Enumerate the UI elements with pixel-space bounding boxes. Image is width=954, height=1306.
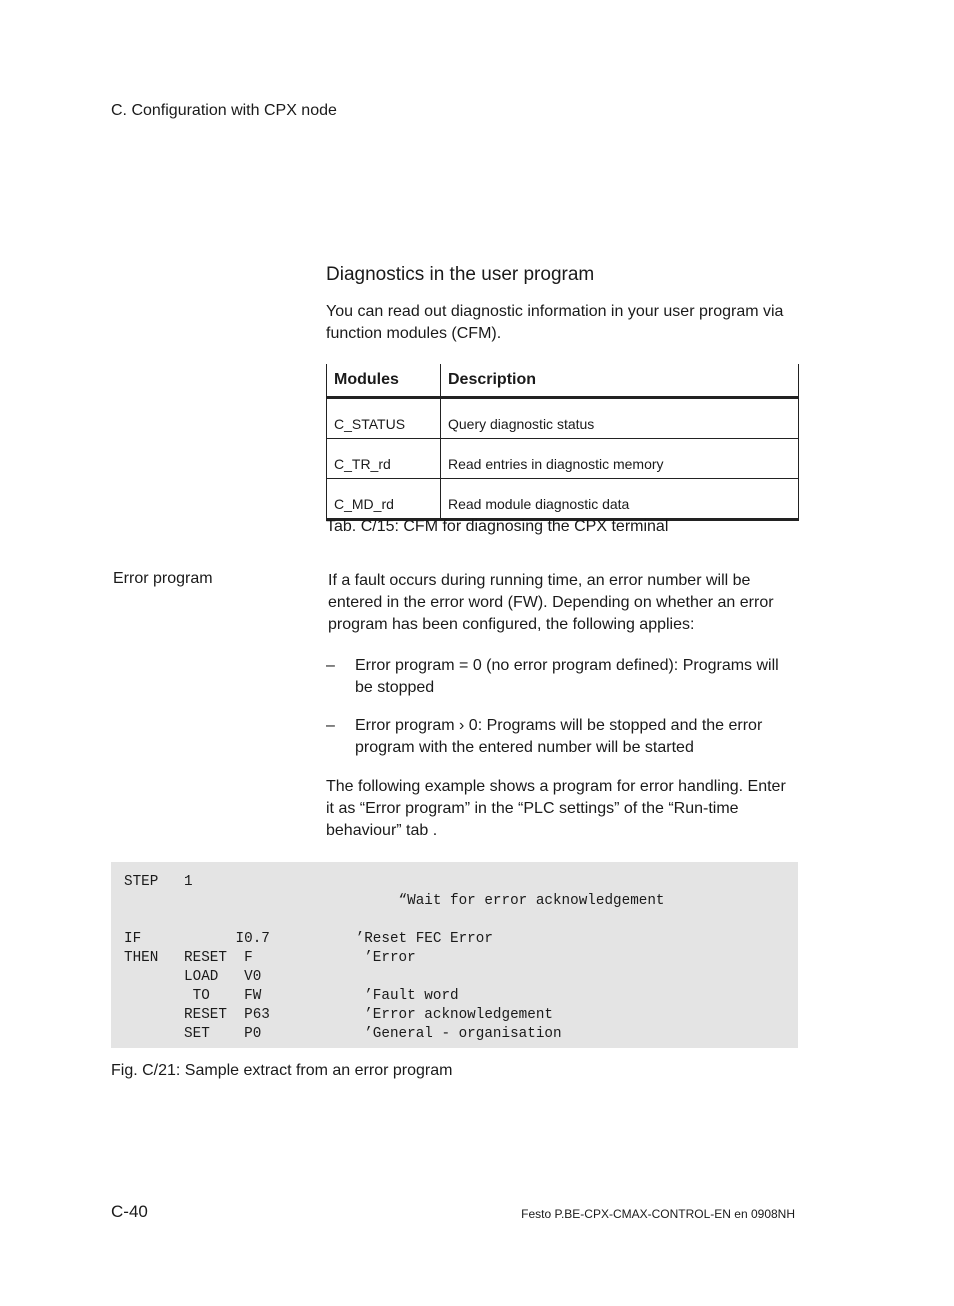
code-block <box>111 862 798 1048</box>
column-header-modules: Modules <box>327 364 441 398</box>
document-info: Festo P.BE-CPX-CMAX-CONTROL-EN en 0908NH <box>521 1207 795 1221</box>
table-cell-module: C_STATUS <box>327 398 441 439</box>
bullet-text: Error program › 0: Programs will be stopped and the error program with the entered number will be started <box>355 717 763 756</box>
bullet-text: Error program = 0 (no error program defined): Programs will be stopped <box>355 657 779 696</box>
example-paragraph: The following example shows a program for error handling. Enter it as “Error program” in the “PLC settings” of the “Run-time behaviour” tab . <box>326 778 786 839</box>
table-cell-description: Read module diagnostic data <box>441 479 799 520</box>
table-cell-description: Read entries in diagnostic memory <box>441 439 799 479</box>
table-row <box>327 439 799 479</box>
intro-paragraph: You can read out diagnostic information in your user program via function modules (CFM). <box>326 303 784 342</box>
bullet-dash: – <box>326 717 335 734</box>
code-listing: STEP 1 “Wait for error acknowledgement IF I0.7 ’Reset FEC Error THEN RESET F ’Error LOAD V0 TO FW ’Fault word RESET P63 ’Error acknowledgement SET P0 ’General - organisation <box>124 874 665 1042</box>
table-cell-module: C_TR_rd <box>327 439 441 479</box>
table-cell-description: Query diagnostic status <box>441 398 799 439</box>
table-cell-module: C_MD_rd <box>327 479 441 520</box>
table-caption: Tab. C/15: CFM for diagnosing the CPX terminal <box>326 518 669 535</box>
section-header: C. Configuration with CPX node <box>111 102 337 119</box>
page-number: C-40 <box>111 1202 148 1221</box>
section-heading: Diagnostics in the user program <box>326 264 595 285</box>
table-row <box>327 398 799 439</box>
bullet-dash: – <box>326 657 335 674</box>
table-row <box>327 479 799 520</box>
margin-label-error-program: Error program <box>113 570 213 587</box>
figure-caption: Fig. C/21: Sample extract from an error program <box>111 1062 453 1079</box>
table-header-row <box>327 364 799 398</box>
error-program-paragraph: If a fault occurs during running time, an error number will be entered in the error word (FW). Depending on whether an error program has been configured, the following applies: <box>328 572 774 633</box>
cfm-table <box>326 364 799 521</box>
column-header-description: Description <box>441 364 799 398</box>
